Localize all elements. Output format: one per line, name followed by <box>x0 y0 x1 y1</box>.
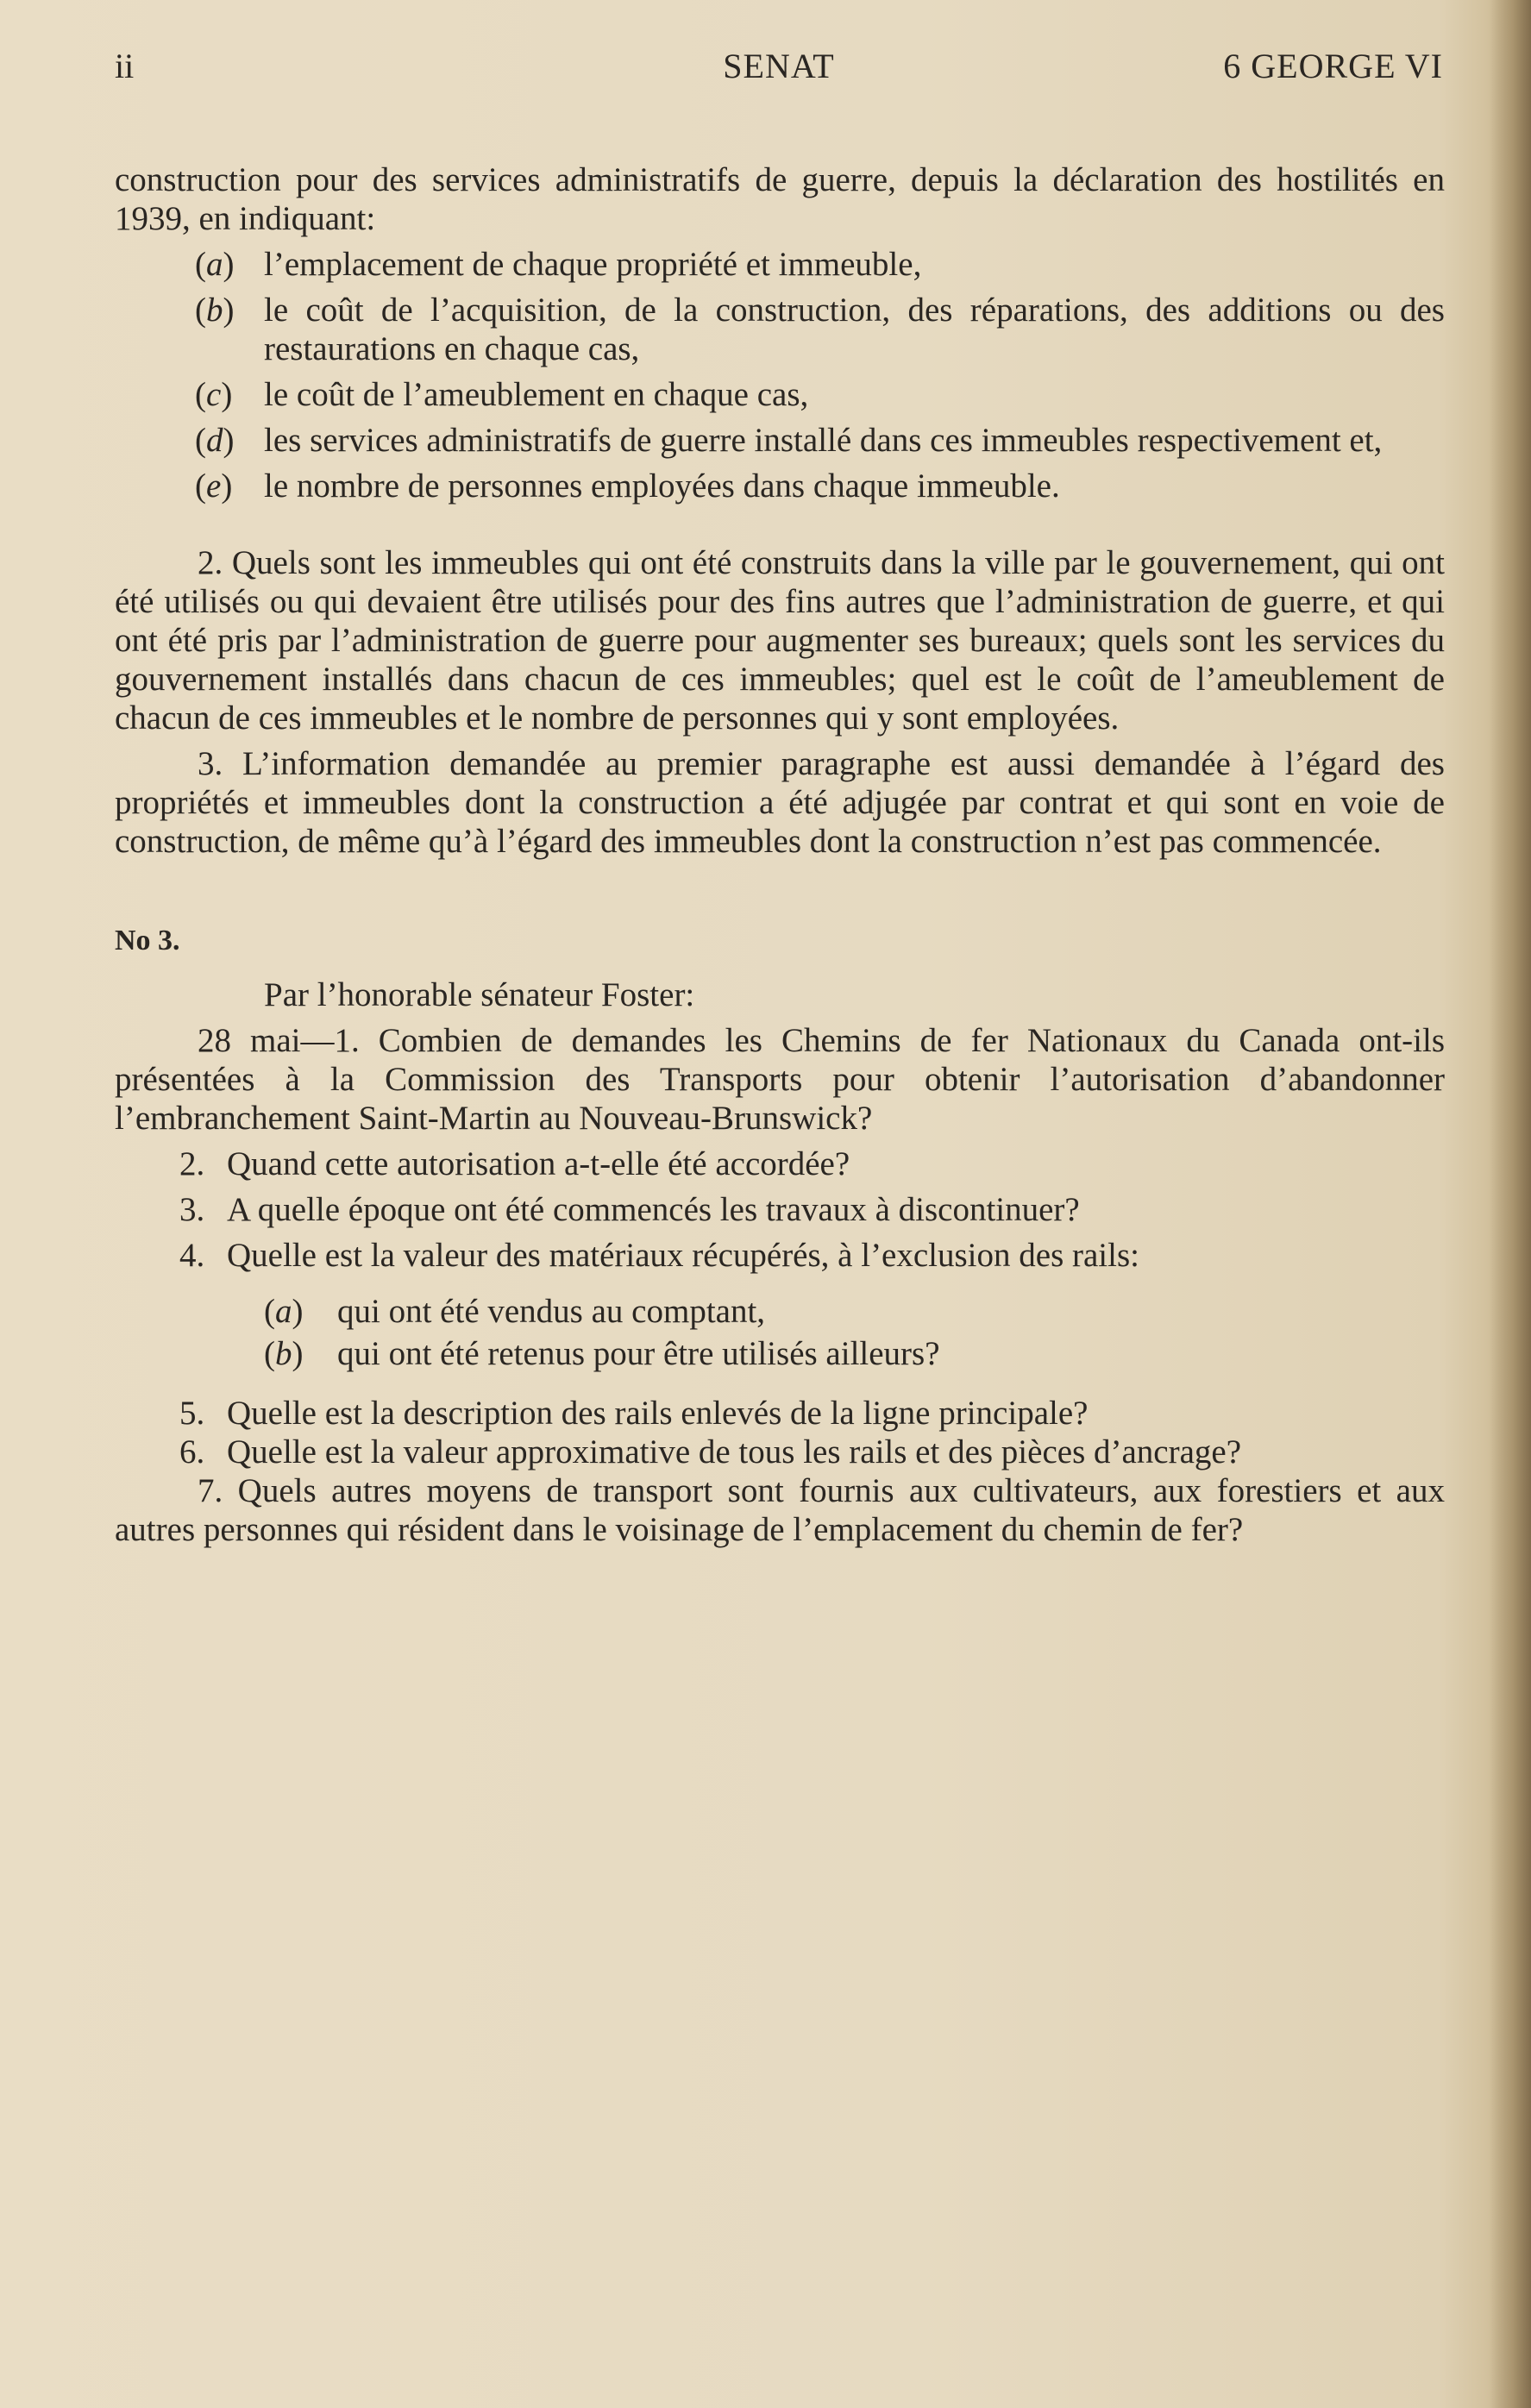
list-label: (e) <box>195 467 233 505</box>
running-header <box>115 45 1443 88</box>
question-number: 2. <box>179 1145 205 1182</box>
question-number: 5. <box>179 1395 205 1432</box>
sub-item-b <box>115 1334 1445 1373</box>
list-item-b <box>115 291 1445 368</box>
question-author: Par l’honorable sénateur Foster: <box>264 976 695 1013</box>
list-label: (b) <box>195 292 235 329</box>
paragraph-q2: 2. Quels sont les immeubles qui ont été construits dans la ville par le gouvernement, qui ont été utilisés ou qui devaient être utilisés pour des fins autres que l’administration de guerre, et qui ont été pris par l’administration de guerre pour augmenter ses bureaux; quels sont les services du gouvernement installés dans chacun de ces immeubles; quel est le coût de l’ameublement de chacun de ces immeubles et le nombre de personnes qui y sont employées. <box>115 544 1445 737</box>
header-reign: 6 GEORGE VI <box>1223 47 1443 85</box>
list-label: (c) <box>195 376 233 413</box>
question-7: 7. Quels autres moyens de transport sont fournis aux cultivateurs, aux forestiers et aux autres personnes qui résident dans le voisinage de l’emplacement du chemin de fer? <box>115 1472 1445 1548</box>
question-4 <box>115 1236 1445 1275</box>
section-heading: No 3. <box>115 925 180 956</box>
question-text: Quelle est la valeur des matériaux récupérés, à l’exclusion des rails: <box>227 1237 1139 1274</box>
paragraph-q3: 3. L’information demandée au premier paragraphe est aussi demandée à l’égard des propriétés et immeubles dont la construction a été adjugée par contrat et qui sont en voie de construction, de même qu’à l’égard des immeubles dont la construction n’est pas commencée. <box>115 745 1445 860</box>
list-item-c <box>115 375 1445 414</box>
continuation-intro: construction pour des services administratifs de guerre, depuis la déclaration des hostilités en 1939, en indiquant: <box>115 161 1445 237</box>
list-item-e <box>115 467 1445 505</box>
question-number: 4. <box>179 1237 205 1274</box>
list-label: (b) <box>264 1335 304 1372</box>
page-folio: ii <box>115 47 135 85</box>
question-text: Quand cette autorisation a-t-elle été accordée? <box>227 1145 850 1182</box>
page-edge-shadow <box>1490 0 1531 2408</box>
question-2 <box>115 1144 1445 1183</box>
list-text: qui ont été retenus pour être utilisés ailleurs? <box>337 1335 940 1372</box>
list-label: (a) <box>264 1293 304 1330</box>
list-text: qui ont été vendus au comptant, <box>337 1293 766 1330</box>
list-text: l’emplacement de chaque propriété et immeuble, <box>264 246 922 283</box>
list-label: (a) <box>195 246 235 283</box>
question-text: A quelle époque ont été commencés les travaux à discontinuer? <box>227 1191 1080 1228</box>
question-3 <box>115 1190 1445 1229</box>
list-text: le nombre de personnes employées dans chaque immeuble. <box>264 467 1060 505</box>
question-text: Quelle est la valeur approximative de tous les rails et des pièces d’ancrage? <box>227 1433 1242 1471</box>
list-item-d <box>115 421 1445 460</box>
sub-item-a <box>115 1292 1445 1331</box>
list-label: (d) <box>195 422 235 459</box>
question-1: 28 mai—1. Combien de demandes les Chemins de fer Nationaux du Canada ont-ils présentées à la Commission des Transports pour obtenir l’autorisation d’abandonner l’embranchement Saint-Martin au Nouveau-Brunswick? <box>115 1022 1445 1137</box>
list-text: le coût de l’acquisition, de la construction, des réparations, des additions ou des restaurations en chaque cas, <box>264 292 1445 367</box>
list-text: les services administratifs de guerre installé dans ces immeubles respectivement et, <box>264 422 1383 459</box>
list-text: le coût de l’ameublement en chaque cas, <box>264 376 809 413</box>
question-6 <box>115 1433 1445 1471</box>
page-body <box>115 160 1445 1549</box>
question-number: 6. <box>179 1433 205 1471</box>
question-5 <box>115 1394 1445 1433</box>
header-title: SENAT <box>723 47 835 85</box>
question-text: Quelle est la description des rails enlevés de la ligne principale? <box>227 1395 1089 1432</box>
question-number: 3. <box>179 1191 205 1228</box>
list-item-a <box>115 245 1445 284</box>
